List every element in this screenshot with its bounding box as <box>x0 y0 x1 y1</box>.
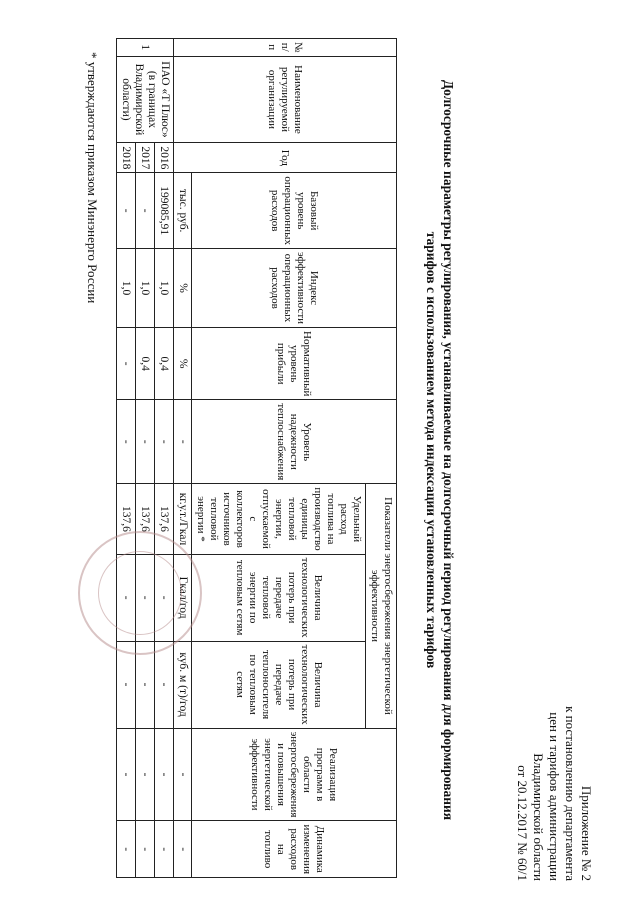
year-cell: 2016 <box>155 143 174 173</box>
base-cell: 199085,91 <box>155 173 174 249</box>
index-cell: 1,0 <box>117 248 136 327</box>
carrier-loss-cell: - <box>136 641 155 728</box>
table-header-row <box>366 39 397 878</box>
profit-cell: 0,4 <box>136 328 155 400</box>
fuel-cell: 137,6 <box>136 484 155 554</box>
base-cell: - <box>136 173 155 249</box>
unit-cell: - <box>174 728 192 821</box>
header-year: Год <box>174 143 397 173</box>
appendix-header <box>514 581 594 881</box>
unit-cell: - <box>174 821 192 878</box>
carrier-loss-cell: - <box>117 641 136 728</box>
table-row <box>117 39 136 878</box>
appendix-number: Приложение № 2 <box>579 785 594 881</box>
heat-loss-cell: - <box>155 554 174 641</box>
unit-cell: куб. м (т)/год <box>174 641 192 728</box>
unit-cell: кг.у.т./Гкал <box>174 484 192 554</box>
program-cell: - <box>136 728 155 821</box>
header-num: № п/ п <box>174 39 397 57</box>
appendix-line: к постановлению департамента <box>563 706 578 881</box>
reliability-cell: - <box>117 400 136 484</box>
org-name: ПАО «Т Плюс» <box>159 61 171 138</box>
fuel-cell: 137,6 <box>117 484 136 554</box>
header-fuel: Удельный расход топлива на производство единицы тепловой энергии, отпускаемой с коллекторов источников тепловой энергии * <box>192 484 366 554</box>
appendix-date: от 20.12.2017 № 60/1 <box>515 765 530 881</box>
parameters-table <box>116 38 397 878</box>
table-row <box>155 39 174 878</box>
header-reliability: Уровень надежности теплоснабжения <box>192 400 397 484</box>
carrier-loss-cell: - <box>155 641 174 728</box>
year-cell: 2018 <box>117 143 136 173</box>
year-cell: 2017 <box>136 143 155 173</box>
heat-loss-cell: - <box>117 554 136 641</box>
base-cell: - <box>117 173 136 249</box>
unit-cell: тыс. руб. <box>174 173 192 249</box>
unit-cell: Гкал/год <box>174 554 192 641</box>
program-cell: - <box>155 728 174 821</box>
title-line: тарифов с использованием метода индексации установленных тарифов <box>424 231 439 669</box>
row-num: 1 <box>117 39 174 57</box>
appendix-line: цен и тарифов администрации <box>547 712 562 881</box>
reliability-cell: - <box>136 400 155 484</box>
org-region: (в границах Владимирской области) <box>120 63 158 136</box>
heat-loss-cell: - <box>136 554 155 641</box>
program-cell: - <box>117 728 136 821</box>
header-index: Индекс эффективности операционных расходов <box>192 248 397 327</box>
unit-cell: % <box>174 248 192 327</box>
header-heat-loss: Величина технологических потерь при передаче тепловой энергии по тепловым сетям <box>192 554 366 641</box>
index-cell: 1,0 <box>155 248 174 327</box>
header-energy-group: Показатели энергосбережения энергетической эффективности <box>366 484 397 728</box>
fuel-cell: 137,6 <box>155 484 174 554</box>
org-cell <box>117 56 174 143</box>
index-cell: 1,0 <box>136 248 155 327</box>
header-fuel-dynamics: Динамика изменения расходов на топливо <box>192 821 397 878</box>
header-base: Базовый уровень операционных расходов <box>192 173 397 249</box>
footnote: * утверждаются приказом Минэнерго России <box>85 52 100 304</box>
profit-cell: 0,4 <box>155 328 174 400</box>
reliability-cell: - <box>155 400 174 484</box>
header-org: Наименование регулируемой организации <box>174 56 397 143</box>
table-row <box>136 39 155 878</box>
fuel-dynamics-cell: - <box>117 821 136 878</box>
header-profit: Нормативный уровень прибыли <box>192 328 397 400</box>
fuel-dynamics-cell: - <box>155 821 174 878</box>
unit-cell: - <box>174 400 192 484</box>
unit-cell: % <box>174 328 192 400</box>
fuel-dynamics-cell: - <box>136 821 155 878</box>
profit-cell: - <box>117 328 136 400</box>
title-line: Долгосрочные параметры регулирования, устанавливаемые на долгосрочный период регулирования для формирования <box>441 79 456 821</box>
appendix-line: Владимирской области <box>531 753 546 881</box>
header-program: Реализация программ в области энергосбережения и повышения энергетической эффективности <box>192 728 397 821</box>
document-title <box>423 30 457 870</box>
official-stamp <box>78 531 202 655</box>
header-carrier-loss: Величина технологических потерь при передаче теплоносителя по тепловым сетям <box>192 641 366 728</box>
